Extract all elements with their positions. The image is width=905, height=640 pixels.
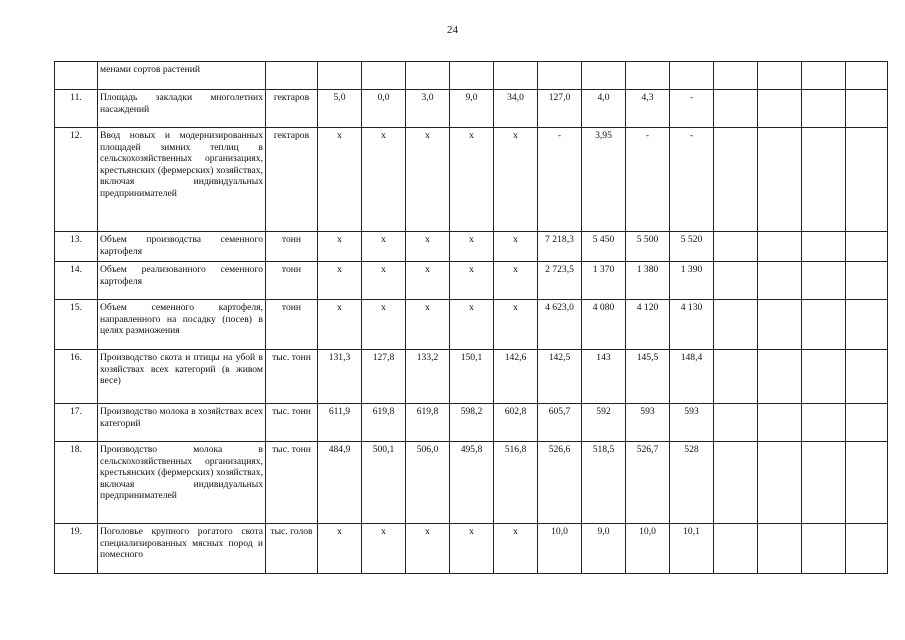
- value-cell: [802, 350, 846, 404]
- value-cell: х: [362, 128, 406, 232]
- table-row: [55, 524, 888, 574]
- value-cell: [758, 404, 802, 442]
- value-cell: -: [538, 128, 582, 232]
- table-row: [55, 262, 888, 300]
- value-cell: х: [494, 524, 538, 574]
- value-cell: [846, 128, 888, 232]
- unit-cell: тыс. тонн: [266, 442, 318, 524]
- value-cell: [582, 62, 626, 90]
- value-cell: 1 370: [582, 262, 626, 300]
- value-cell: [846, 300, 888, 350]
- table-row: [55, 300, 888, 350]
- value-cell: 526,7: [626, 442, 670, 524]
- unit-cell: тонн: [266, 300, 318, 350]
- value-cell: -: [670, 128, 714, 232]
- row-number: 12.: [55, 128, 98, 232]
- table-row: [55, 62, 888, 90]
- value-cell: [846, 90, 888, 128]
- value-cell: 619,8: [406, 404, 450, 442]
- indicators-table: [54, 61, 888, 574]
- row-number: 19.: [55, 524, 98, 574]
- indicator-name: Объем семенного картофеля, направленного на посадку (посев) в целях размножения: [98, 300, 266, 350]
- value-cell: 4 130: [670, 300, 714, 350]
- value-cell: х: [318, 300, 362, 350]
- table-row: [55, 90, 888, 128]
- table-row: [55, 404, 888, 442]
- value-cell: [846, 232, 888, 262]
- value-cell: [714, 262, 758, 300]
- value-cell: [846, 62, 888, 90]
- value-cell: 4,3: [626, 90, 670, 128]
- value-cell: 4,0: [582, 90, 626, 128]
- value-cell: х: [450, 232, 494, 262]
- value-cell: 3,95: [582, 128, 626, 232]
- value-cell: 10,1: [670, 524, 714, 574]
- value-cell: -: [670, 90, 714, 128]
- value-cell: 133,2: [406, 350, 450, 404]
- value-cell: х: [494, 128, 538, 232]
- indicator-name: Объем реализованного семенного картофеля: [98, 262, 266, 300]
- value-cell: 10,0: [626, 524, 670, 574]
- unit-cell: [266, 62, 318, 90]
- value-cell: 0,0: [362, 90, 406, 128]
- value-cell: [450, 62, 494, 90]
- value-cell: [802, 62, 846, 90]
- value-cell: 9,0: [450, 90, 494, 128]
- value-cell: [802, 524, 846, 574]
- unit-cell: тонн: [266, 232, 318, 262]
- value-cell: [714, 404, 758, 442]
- value-cell: [362, 62, 406, 90]
- value-cell: х: [406, 524, 450, 574]
- value-cell: 150,1: [450, 350, 494, 404]
- value-cell: х: [406, 232, 450, 262]
- value-cell: [758, 442, 802, 524]
- value-cell: 5 520: [670, 232, 714, 262]
- row-number: 13.: [55, 232, 98, 262]
- value-cell: -: [626, 128, 670, 232]
- value-cell: 9,0: [582, 524, 626, 574]
- value-cell: [714, 128, 758, 232]
- value-cell: [802, 128, 846, 232]
- value-cell: х: [450, 524, 494, 574]
- value-cell: 131,3: [318, 350, 362, 404]
- value-cell: [802, 262, 846, 300]
- value-cell: х: [494, 300, 538, 350]
- value-cell: 10,0: [538, 524, 582, 574]
- unit-cell: гектаров: [266, 128, 318, 232]
- table-row: [55, 232, 888, 262]
- unit-cell: гектаров: [266, 90, 318, 128]
- value-cell: [758, 300, 802, 350]
- value-cell: [802, 442, 846, 524]
- value-cell: 127,8: [362, 350, 406, 404]
- row-number: [55, 62, 98, 90]
- value-cell: [714, 232, 758, 262]
- indicator-name: менами сортов растений: [98, 62, 266, 90]
- value-cell: 592: [582, 404, 626, 442]
- value-cell: [846, 350, 888, 404]
- value-cell: 5,0: [318, 90, 362, 128]
- value-cell: х: [406, 262, 450, 300]
- unit-cell: тыс. тонн: [266, 404, 318, 442]
- value-cell: х: [362, 232, 406, 262]
- value-cell: 143: [582, 350, 626, 404]
- indicator-name: Поголовье крупного рогатого скота специализированных мясных пород и помесного: [98, 524, 266, 574]
- table-row: [55, 350, 888, 404]
- value-cell: х: [450, 262, 494, 300]
- row-number: 14.: [55, 262, 98, 300]
- value-cell: 611,9: [318, 404, 362, 442]
- value-cell: [494, 62, 538, 90]
- value-cell: х: [318, 128, 362, 232]
- value-cell: 1 380: [626, 262, 670, 300]
- indicator-name: Ввод новых и модернизированных площадей зимних теплиц в сельскохозяйственных организациях, крестьянских (фермерских) хозяйствах, включая индивидуальных предпринимателей: [98, 128, 266, 232]
- value-cell: [758, 232, 802, 262]
- value-cell: х: [362, 524, 406, 574]
- value-cell: [714, 62, 758, 90]
- value-cell: 142,6: [494, 350, 538, 404]
- value-cell: [758, 128, 802, 232]
- value-cell: 484,9: [318, 442, 362, 524]
- value-cell: [758, 62, 802, 90]
- value-cell: 4 120: [626, 300, 670, 350]
- value-cell: х: [362, 300, 406, 350]
- value-cell: 495,8: [450, 442, 494, 524]
- value-cell: 593: [626, 404, 670, 442]
- value-cell: 500,1: [362, 442, 406, 524]
- value-cell: [846, 404, 888, 442]
- value-cell: х: [406, 128, 450, 232]
- value-cell: 145,5: [626, 350, 670, 404]
- unit-cell: тонн: [266, 262, 318, 300]
- value-cell: х: [318, 262, 362, 300]
- value-cell: [670, 62, 714, 90]
- value-cell: [802, 300, 846, 350]
- value-cell: [714, 90, 758, 128]
- value-cell: [714, 300, 758, 350]
- value-cell: [714, 524, 758, 574]
- table-body: [55, 62, 888, 574]
- value-cell: [758, 262, 802, 300]
- value-cell: 528: [670, 442, 714, 524]
- value-cell: 4 080: [582, 300, 626, 350]
- indicator-name: Производство молока в сельскохозяйственных организациях, крестьянских (фермерских) хозяйствах, включая индивидуальных предпринимателей: [98, 442, 266, 524]
- value-cell: [626, 62, 670, 90]
- row-number: 16.: [55, 350, 98, 404]
- value-cell: 1 390: [670, 262, 714, 300]
- value-cell: [846, 262, 888, 300]
- row-number: 11.: [55, 90, 98, 128]
- value-cell: х: [494, 262, 538, 300]
- value-cell: [758, 524, 802, 574]
- table-row: [55, 128, 888, 232]
- value-cell: х: [362, 262, 406, 300]
- value-cell: [846, 442, 888, 524]
- value-cell: [406, 62, 450, 90]
- value-cell: 516,8: [494, 442, 538, 524]
- value-cell: 148,4: [670, 350, 714, 404]
- row-number: 15.: [55, 300, 98, 350]
- value-cell: 4 623,0: [538, 300, 582, 350]
- value-cell: [714, 350, 758, 404]
- value-cell: [758, 350, 802, 404]
- value-cell: 142,5: [538, 350, 582, 404]
- value-cell: 605,7: [538, 404, 582, 442]
- value-cell: х: [450, 300, 494, 350]
- value-cell: [318, 62, 362, 90]
- indicator-name: Объем производства семенного картофеля: [98, 232, 266, 262]
- indicator-name: Площадь закладки многолетних насаждений: [98, 90, 266, 128]
- indicator-name: Производство скота и птицы на убой в хозяйствах всех категорий (в живом весе): [98, 350, 266, 404]
- value-cell: 518,5: [582, 442, 626, 524]
- value-cell: [714, 442, 758, 524]
- value-cell: 5 450: [582, 232, 626, 262]
- value-cell: х: [406, 300, 450, 350]
- row-number: 17.: [55, 404, 98, 442]
- value-cell: х: [494, 232, 538, 262]
- value-cell: х: [450, 128, 494, 232]
- value-cell: 506,0: [406, 442, 450, 524]
- indicator-name: Производство молока в хозяйствах всех категорий: [98, 404, 266, 442]
- value-cell: 602,8: [494, 404, 538, 442]
- page-number: 24: [447, 24, 458, 36]
- value-cell: [846, 524, 888, 574]
- table-row: [55, 442, 888, 524]
- value-cell: 7 218,3: [538, 232, 582, 262]
- unit-cell: тыс. голов: [266, 524, 318, 574]
- value-cell: 5 500: [626, 232, 670, 262]
- value-cell: [802, 232, 846, 262]
- value-cell: 3,0: [406, 90, 450, 128]
- value-cell: [758, 90, 802, 128]
- value-cell: 593: [670, 404, 714, 442]
- value-cell: 34,0: [494, 90, 538, 128]
- value-cell: х: [318, 232, 362, 262]
- value-cell: 127,0: [538, 90, 582, 128]
- value-cell: [802, 90, 846, 128]
- value-cell: [802, 404, 846, 442]
- row-number: 18.: [55, 442, 98, 524]
- value-cell: х: [318, 524, 362, 574]
- value-cell: [538, 62, 582, 90]
- value-cell: 526,6: [538, 442, 582, 524]
- value-cell: 2 723,5: [538, 262, 582, 300]
- value-cell: 598,2: [450, 404, 494, 442]
- unit-cell: тыс. тонн: [266, 350, 318, 404]
- value-cell: 619,8: [362, 404, 406, 442]
